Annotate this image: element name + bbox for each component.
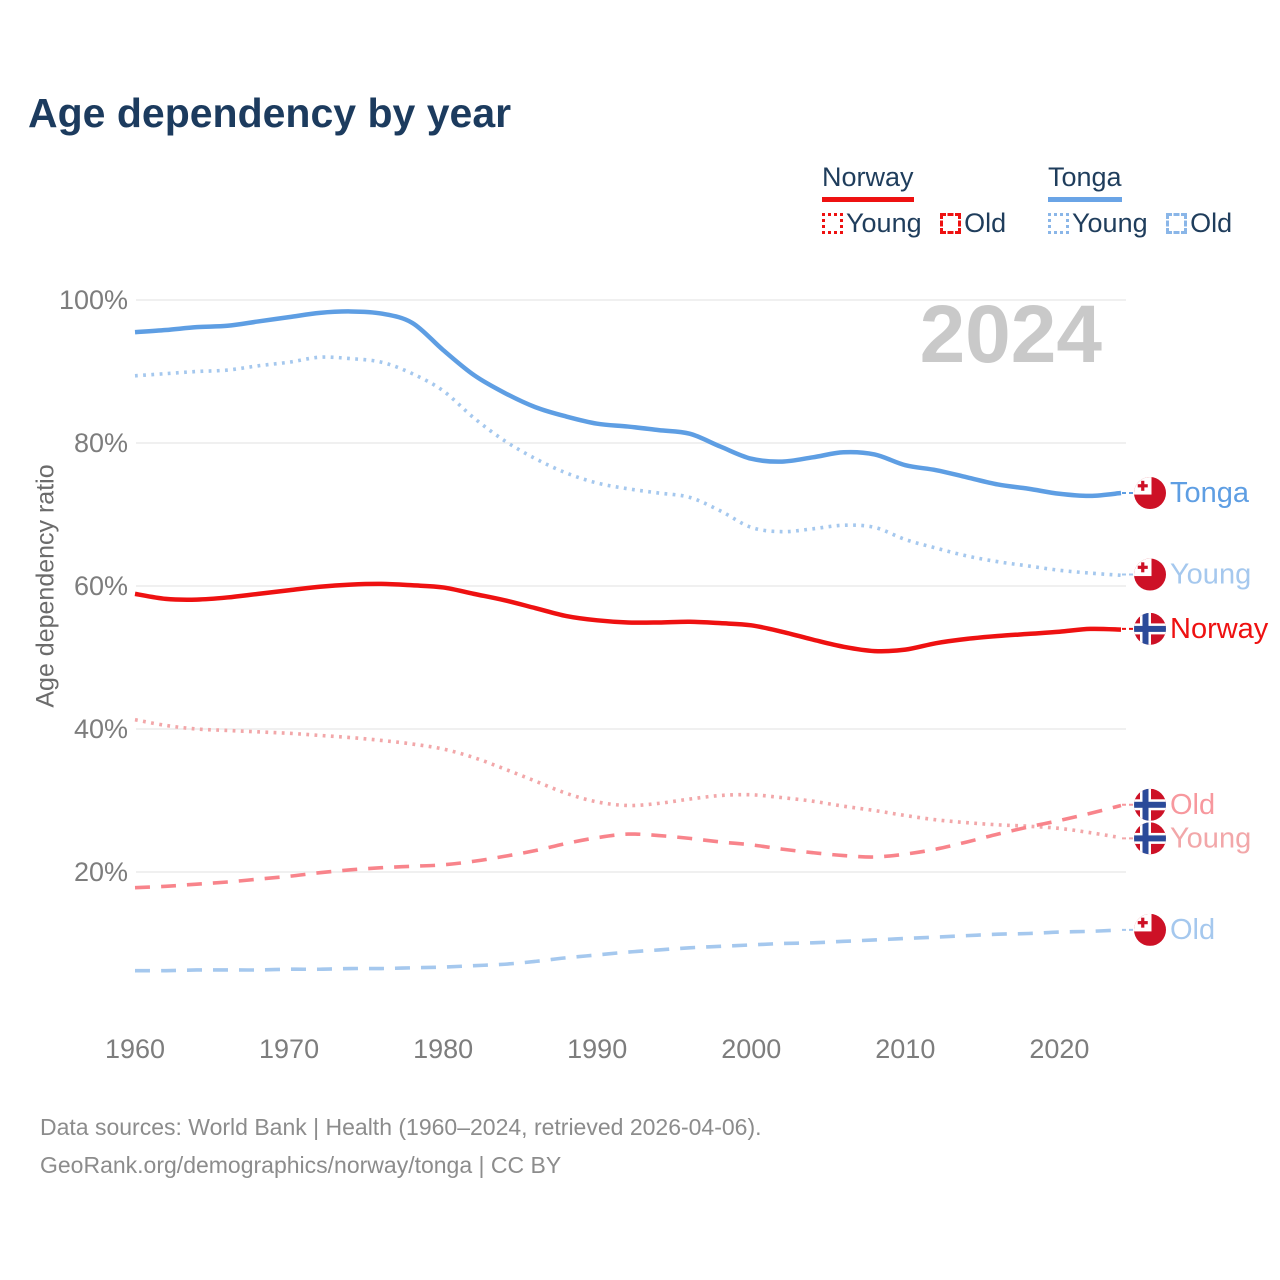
footer-data-sources: Data sources: World Bank | Health (1960–2024, retrieved 2026-04-06). [40, 1114, 762, 1140]
year-watermark: 2024 [919, 289, 1102, 380]
y-axis-title: Age dependency ratio [31, 464, 60, 708]
series-end-label: Young [1170, 822, 1252, 855]
flag-icon-tonga [1134, 914, 1166, 946]
x-tick-label: 1960 [104, 1034, 166, 1064]
footer [40, 1108, 762, 1184]
legend-item-label: Old [964, 208, 1007, 238]
series-line-tonga-young [135, 357, 1121, 575]
page-title: Age dependency by year [28, 90, 512, 136]
legend-header-norway[interactable]: Norway [822, 162, 914, 202]
series-end-label: Tonga [1170, 477, 1250, 510]
x-tick-label: 2020 [1029, 1034, 1090, 1064]
y-tick-label: 100% [58, 285, 128, 315]
y-tick-label: 40% [73, 714, 128, 744]
flag-icon-norway [1134, 613, 1166, 645]
y-tick-label: 80% [73, 428, 128, 458]
legend-item-label: Old [1190, 208, 1233, 238]
x-tick-label: 1990 [567, 1034, 628, 1064]
legend-item-label: Young [1072, 208, 1148, 238]
series-end-label: Old [1170, 788, 1216, 821]
series-line-tonga-old [135, 930, 1121, 971]
series-end-label: Old [1170, 913, 1216, 946]
legend-item-label: Young [846, 208, 922, 238]
footer-attribution: GeoRank.org/demographics/norway/tonga | CC BY [40, 1152, 562, 1178]
series-line-norway-old [135, 806, 1121, 888]
y-tick-label: 20% [73, 857, 128, 887]
x-tick-label: 1980 [413, 1034, 474, 1064]
x-tick-label: 1970 [259, 1034, 320, 1064]
flag-icon-norway [1134, 822, 1166, 854]
y-tick-label: 60% [73, 571, 128, 601]
x-tick-label: 2010 [875, 1034, 936, 1064]
flag-icon-tonga [1134, 477, 1166, 509]
flag-icon-norway [1134, 789, 1166, 821]
series-line-norway [135, 584, 1121, 651]
flag-icon-tonga [1134, 559, 1166, 591]
x-tick-label: 2000 [721, 1034, 782, 1064]
legend-header-tonga[interactable]: Tonga [1048, 162, 1122, 202]
series-end-label: Norway [1170, 612, 1269, 645]
series-end-label: Young [1170, 558, 1252, 591]
series-line-norway-young [135, 720, 1121, 838]
